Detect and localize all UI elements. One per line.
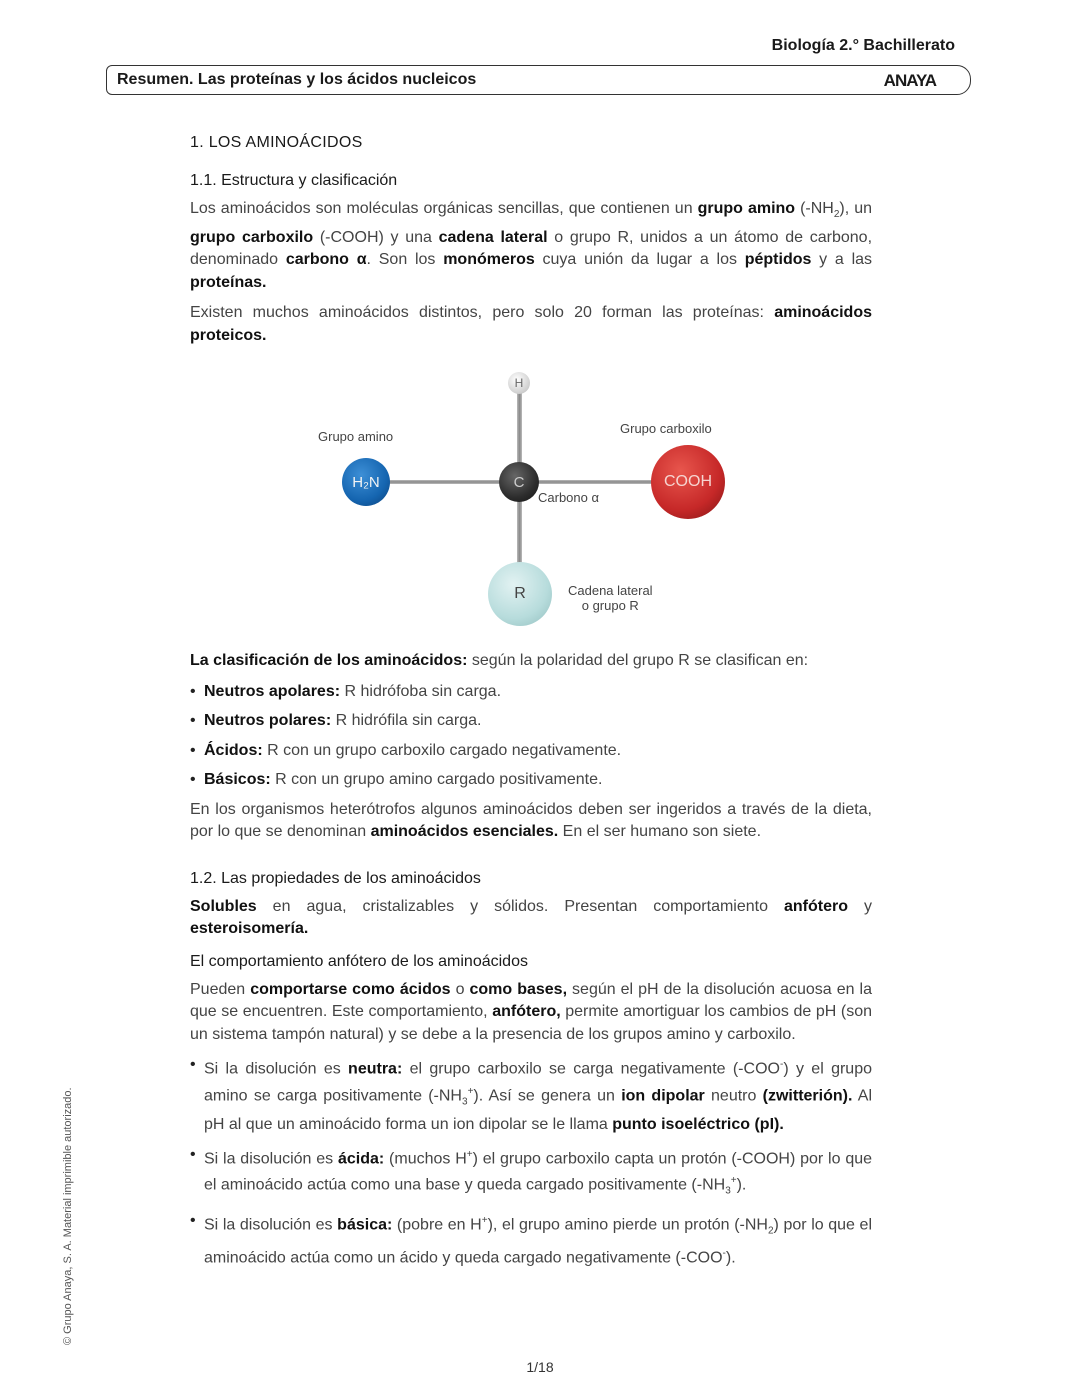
subject-label: Biología 2.° Bachillerato <box>771 37 955 54</box>
list-item: • Neutros polares: R hidrófila sin carga. <box>190 710 872 733</box>
subsection-heading-structure: 1.1. Estructura y clasificación <box>190 172 398 189</box>
subsection-heading-properties: 1.2. Las propiedades de los aminoácidos <box>190 869 481 887</box>
document-title: Resumen. Las proteínas y los ácidos nucleicos <box>117 71 477 88</box>
list-item: • Básicos: R con un grupo amino cargado positivamente. <box>190 769 872 792</box>
list-item: • Si la disolución es básica: (pobre en H+), el grupo amino pierde un protón $(-NH_2)$ por lo que el aminoácido actúa como un ácido y queda cargado negativamente (-COO-). <box>190 1210 872 1270</box>
main-content <box>190 134 872 1277</box>
paragraph-essential: En los organismos heterótrofos algunos aminoácidos deben ser ingeridos a través de la dieta, por lo que se denominan aminoácidos esenciales. En el ser humano son siete. <box>190 800 872 841</box>
section-heading: 1. LOS AMINOÁCIDOS <box>190 134 363 151</box>
list-item: • Neutros apolares: R hidrófoba sin carga. <box>190 681 872 704</box>
ph-behaviour-list <box>190 1054 872 1270</box>
label-r-line2: o grupo R <box>581 598 639 614</box>
atom-hydrogen: H <box>508 372 530 394</box>
label-alpha-carbon: Carbono α <box>538 490 599 506</box>
label-amino-group: Grupo amino <box>318 429 394 445</box>
paragraph-properties: Solubles en agua, cristalizables y sólidos. Presentan comportamiento anfótero y esteroisomería. <box>190 897 872 938</box>
list-item: • Si la disolución es neutra: el grupo carboxilo se carga negativamente (-COO-) y el grupo amino se carga positivamente $(-NH_3^+)$. Así se genera un ion dipolar neutro (zwitterión). Al pH al que un aminoácido forma un ion dipolar se le llama punto isoeléctrico (pI). <box>190 1054 872 1136</box>
list-item: • Ácidos: R con un grupo carboxilo cargado negativamente. <box>190 740 872 763</box>
label-carboxyl-group: Grupo carboxilo <box>620 421 712 437</box>
atom-alpha-carbon: C <box>499 462 539 502</box>
bond-carboxyl <box>536 480 656 484</box>
classification-intro: La clasificación de los aminoácidos: según la polaridad del grupo R se clasifican en: <box>190 652 809 670</box>
paragraph-amphoteric: Pueden comportarse como ácidos o como bases, según el pH de la disolución acuosa en la que se encuentren. Este comportamiento, anfótero, permite amortiguar los cambios de pH (son un sistema tampón natural) y se debe a la presencia de los grupos amino y carboxilo. <box>190 980 873 1043</box>
bond-amino <box>386 480 510 484</box>
page-number: 1/18 <box>526 1359 554 1375</box>
atom-carboxyl-group: COOH <box>651 445 725 519</box>
atom-r-group: R <box>488 562 552 626</box>
paragraph-definition: Los aminoácidos son moléculas orgánicas sencillas, que contienen un grupo amino $(-NH_2)$, un grupo carboxilo (-COOH) y una cadena lateral o grupo R, unidos a un átomo de carbono, denominado carbono α. Son los monómeros cuya unión da lugar a los péptidos y a las proteínas. <box>190 200 873 291</box>
amphoteric-heading: El comportamiento anfótero de los aminoácidos <box>190 952 528 970</box>
amino-acid-diagram <box>190 355 872 630</box>
label-r-line1: Cadena lateral <box>568 583 653 599</box>
classification-list <box>190 681 872 792</box>
copyright-notice: © Grupo Anaya, S. A. Material imprimible autorizado. <box>62 1087 74 1345</box>
list-item: • Si la disolución es ácida: (muchos H+) el grupo carboxilo capta un protón (-COOH) por lo que el aminoácido actúa como una base y queda cargado positivamente $(-NH_3^+)$. <box>190 1144 872 1204</box>
label-r-group <box>568 583 653 613</box>
atom-amino-group: H₂N <box>342 458 390 506</box>
publisher-logo: ANAYA <box>883 71 936 90</box>
paragraph-proteic: Existen muchos aminoácidos distintos, pero solo 20 forman las proteínas: aminoácidos proteicos. <box>190 304 872 344</box>
document-header-bar <box>106 65 971 95</box>
